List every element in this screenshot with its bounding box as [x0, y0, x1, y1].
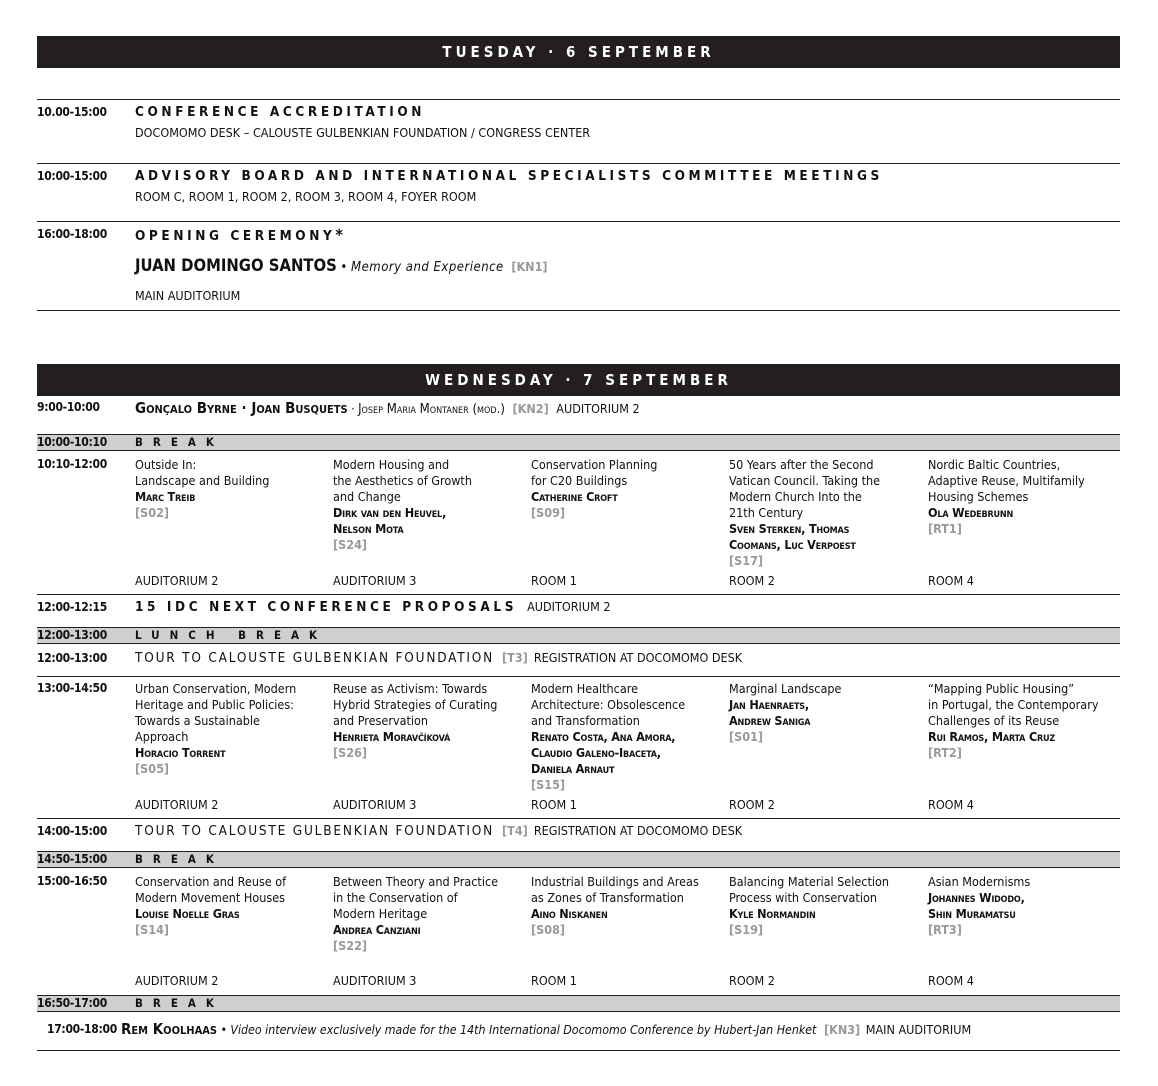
event-title: ADVISORY BOARD AND INTERNATIONAL SPECIALISTS COMMITTEE MEETINGS	[135, 168, 883, 184]
event-note: REGISTRATION AT DOCOMOMO DESK	[533, 650, 743, 665]
session-authors: Horacio Torrent	[135, 745, 226, 760]
session	[333, 874, 523, 954]
session	[928, 457, 1118, 537]
time-label: 12:00-13:00	[37, 651, 107, 665]
break-band	[37, 434, 1120, 451]
session-code: [KN1]	[511, 259, 548, 274]
session-room: AUDITORIUM 3	[333, 797, 417, 812]
session-authors: Aino Niskanen	[531, 906, 608, 921]
time-label: 16:00-18:00	[37, 227, 107, 241]
session-code: [S17]	[729, 553, 764, 568]
time-label: 10:00-15:00	[37, 169, 107, 183]
divider	[37, 594, 1120, 595]
opening-title: OPENING CEREMONY	[135, 228, 336, 244]
session-title: Outside In: Landscape and Building	[135, 457, 270, 488]
session-code: [T4]	[502, 823, 528, 838]
keynote-speaker: Gonçalo Byrne · Joan Busquets	[135, 399, 348, 417]
session-room: ROOM 2	[729, 973, 775, 988]
session-room: ROOM 1	[531, 973, 577, 988]
session	[531, 457, 721, 521]
session-code: [S15]	[531, 777, 566, 792]
time-label: 10:00-10:10	[37, 435, 107, 449]
session-title: Industrial Buildings and Areas as Zones of Transformation	[531, 874, 699, 905]
session-room: AUDITORIUM 2	[135, 573, 219, 588]
session-code: [S26]	[333, 745, 368, 760]
session-room: ROOM 4	[928, 797, 974, 812]
time-label: 16:50-17:00	[37, 996, 107, 1010]
event-line	[135, 599, 611, 615]
session	[135, 457, 325, 521]
time-label: 10.00-15:00	[37, 105, 107, 119]
time-label: 12:00-13:00	[37, 628, 107, 642]
session	[729, 874, 919, 938]
session-code: [S02]	[135, 505, 170, 520]
session-code: [KN3]	[823, 1022, 861, 1037]
divider	[37, 676, 1120, 677]
session-code: [RT1]	[928, 521, 962, 536]
session-code: [S14]	[135, 922, 170, 937]
divider	[37, 163, 1120, 164]
session	[729, 681, 919, 745]
session-authors: Sven Sterken, Thomas Coomans, Luc Verpoest	[729, 521, 856, 552]
event-location: ROOM C, ROOM 1, ROOM 2, ROOM 3, ROOM 4, FOYER ROOM	[135, 189, 477, 204]
session-authors: Ola Wedebrunn	[928, 505, 1014, 520]
asterisk: *	[335, 225, 343, 244]
session-room: ROOM 4	[928, 973, 974, 988]
time-label: 14:00-15:00	[37, 824, 107, 838]
tuesday-header: TUESDAY · 6 SEPTEMBER	[37, 36, 1120, 68]
session-authors: Catherine Croft	[531, 489, 618, 504]
session-title: 50 Years after the Second Vatican Council. Taking the Modern Church Into the 21th Century	[729, 457, 881, 520]
session-code: [S05]	[135, 761, 170, 776]
event-title: TOUR TO CALOUSTE GULBENKIAN FOUNDATION	[135, 650, 495, 666]
keynote-talk: Memory and Experience	[351, 260, 504, 275]
event-location: AUDITORIUM 2	[556, 401, 640, 416]
session-code: [KN2]	[512, 401, 549, 416]
time-label: 10:10-12:00	[37, 457, 107, 471]
lunch-band	[37, 627, 1120, 644]
session	[135, 874, 325, 938]
session-authors: Louise Noelle Gras	[135, 906, 240, 921]
event-note: REGISTRATION AT DOCOMOMO DESK	[533, 823, 743, 838]
event-line	[135, 650, 742, 666]
session	[531, 874, 721, 938]
divider	[37, 1050, 1120, 1051]
session-title: Conservation and Reuse of Modern Movement Houses	[135, 874, 287, 905]
event-location: DOCOMOMO DESK – CALOUSTE GULBENKIAN FOUNDATION / CONGRESS CENTER	[135, 125, 591, 140]
event-title: TOUR TO CALOUSTE GULBENKIAN FOUNDATION	[135, 823, 495, 839]
session-code: [S19]	[729, 922, 764, 937]
time-label: 13:00-14:50	[37, 681, 107, 695]
session-title: Marginal Landscape	[729, 681, 842, 696]
time-label: 12:00-12:15	[37, 600, 107, 614]
session-code: [S09]	[531, 505, 566, 520]
session-authors: Jan Haenraets, Andrew Saniga	[729, 697, 811, 728]
divider	[37, 99, 1120, 100]
break-label: BREAK	[135, 435, 224, 449]
session-authors: Andrea Canziani	[333, 922, 421, 937]
wednesday-header: WEDNESDAY · 7 SEPTEMBER	[37, 364, 1120, 396]
session-title: Balancing Material Selection Process with Conservation	[729, 874, 889, 905]
event-title: CONFERENCE ACCREDITATION	[135, 104, 426, 120]
session	[333, 457, 523, 553]
keynote-speaker: JUAN DOMINGO SANTOS	[135, 256, 337, 275]
moderator: Josep Maria Montaner (mod.)	[358, 402, 505, 417]
session-title: Reuse as Activism: Towards Hybrid Strategies of Curating and Preservation	[333, 681, 498, 728]
session-room: ROOM 1	[531, 573, 577, 588]
session	[333, 681, 523, 761]
time-label: 14:50-15:00	[37, 852, 107, 866]
time-label: 15:00-16:50	[37, 874, 107, 888]
session-authors: Rui Ramos, Marta Cruz	[928, 729, 1056, 744]
break-band	[37, 995, 1120, 1012]
event-title	[135, 225, 343, 247]
session-title: Between Theory and Practice in the Conservation of Modern Heritage	[333, 874, 499, 921]
keynote-talk: Video interview exclusively made for the 14th International Docomomo Conference by Hubert-Jan Henket	[230, 1023, 817, 1037]
keynote-speaker: Rem Koolhaas	[121, 1020, 218, 1038]
session-room: ROOM 4	[928, 573, 974, 588]
session-title: Modern Healthcare Architecture: Obsolescence and Transformation	[531, 681, 686, 728]
session	[135, 681, 325, 777]
event-location: AUDITORIUM 2	[527, 599, 611, 614]
session-title: Nordic Baltic Countries, Adaptive Reuse, Multifamily Housing Schemes	[928, 457, 1085, 504]
session-code: [RT2]	[928, 745, 962, 760]
session-code: [S01]	[729, 729, 764, 744]
session-room: AUDITORIUM 3	[333, 973, 417, 988]
break-label: BREAK	[135, 852, 224, 866]
session-room: ROOM 2	[729, 797, 775, 812]
break-band	[37, 851, 1120, 868]
time-label: 17:00-18:00	[47, 1022, 117, 1036]
session-room: AUDITORIUM 2	[135, 973, 219, 988]
session-code: [S08]	[531, 922, 566, 937]
session-title: “Mapping Public Housing” in Portugal, the Contemporary Challenges of its Reuse	[928, 681, 1099, 728]
event-location: MAIN AUDITORIUM	[135, 288, 241, 303]
event-title: 15 IDC NEXT CONFERENCE PROPOSALS	[135, 599, 518, 615]
session-authors: Johannes Widodo, Shin Muramatsu	[928, 890, 1025, 921]
session-authors: Kyle Normandin	[729, 906, 816, 921]
session	[531, 681, 721, 793]
session-title: Modern Housing and the Aesthetics of Growth and Change	[333, 457, 472, 504]
session-room: AUDITORIUM 3	[333, 573, 417, 588]
time-label: 9:00-10:00	[37, 400, 100, 414]
divider	[37, 310, 1120, 311]
break-label: LUNCH BREAK	[135, 628, 328, 642]
session-title: Conservation Planning for C20 Buildings	[531, 457, 658, 488]
break-label: BREAK	[135, 996, 224, 1010]
session-authors: Renato Costa, Ana Amora, Claudio Galeno-Ibaceta, Daniela Arnaut	[531, 729, 676, 776]
session-room: ROOM 2	[729, 573, 775, 588]
session-authors: Marc Treib	[135, 489, 196, 504]
session-room: ROOM 1	[531, 797, 577, 812]
session-title: Urban Conservation, Modern Heritage and Public Policies: Towards a Sustainable Approach	[135, 681, 297, 744]
event-line	[135, 823, 742, 839]
event-location: MAIN AUDITORIUM	[865, 1022, 972, 1037]
keynote-line: Gonçalo Byrne · Joan Busquets · Josep Maria Montaner (mod.) [KN2] AUDITORIUM 2	[135, 399, 640, 417]
divider	[37, 221, 1120, 222]
session	[928, 874, 1118, 938]
session	[729, 457, 919, 569]
divider	[37, 818, 1120, 819]
keynote-line: JUAN DOMINGO SANTOS • Memory and Experience [KN1]	[135, 256, 548, 275]
session-authors: Henrieta Moravčíková	[333, 729, 451, 744]
session	[928, 681, 1118, 761]
session-room: AUDITORIUM 2	[135, 797, 219, 812]
session-code: [S22]	[333, 938, 368, 953]
session-authors: Dirk van den Heuvel, Nelson Mota	[333, 505, 447, 536]
session-code: [RT3]	[928, 922, 962, 937]
keynote-line: Rem Koolhaas • Video interview exclusively made for the 14th International Docomomo Conference by Hubert-Jan Henket [KN3] MAIN AUDITORIUM	[121, 1020, 972, 1038]
session-code: [S24]	[333, 537, 368, 552]
session-title: Asian Modernisms	[928, 874, 1031, 889]
session-code: [T3]	[502, 650, 528, 665]
